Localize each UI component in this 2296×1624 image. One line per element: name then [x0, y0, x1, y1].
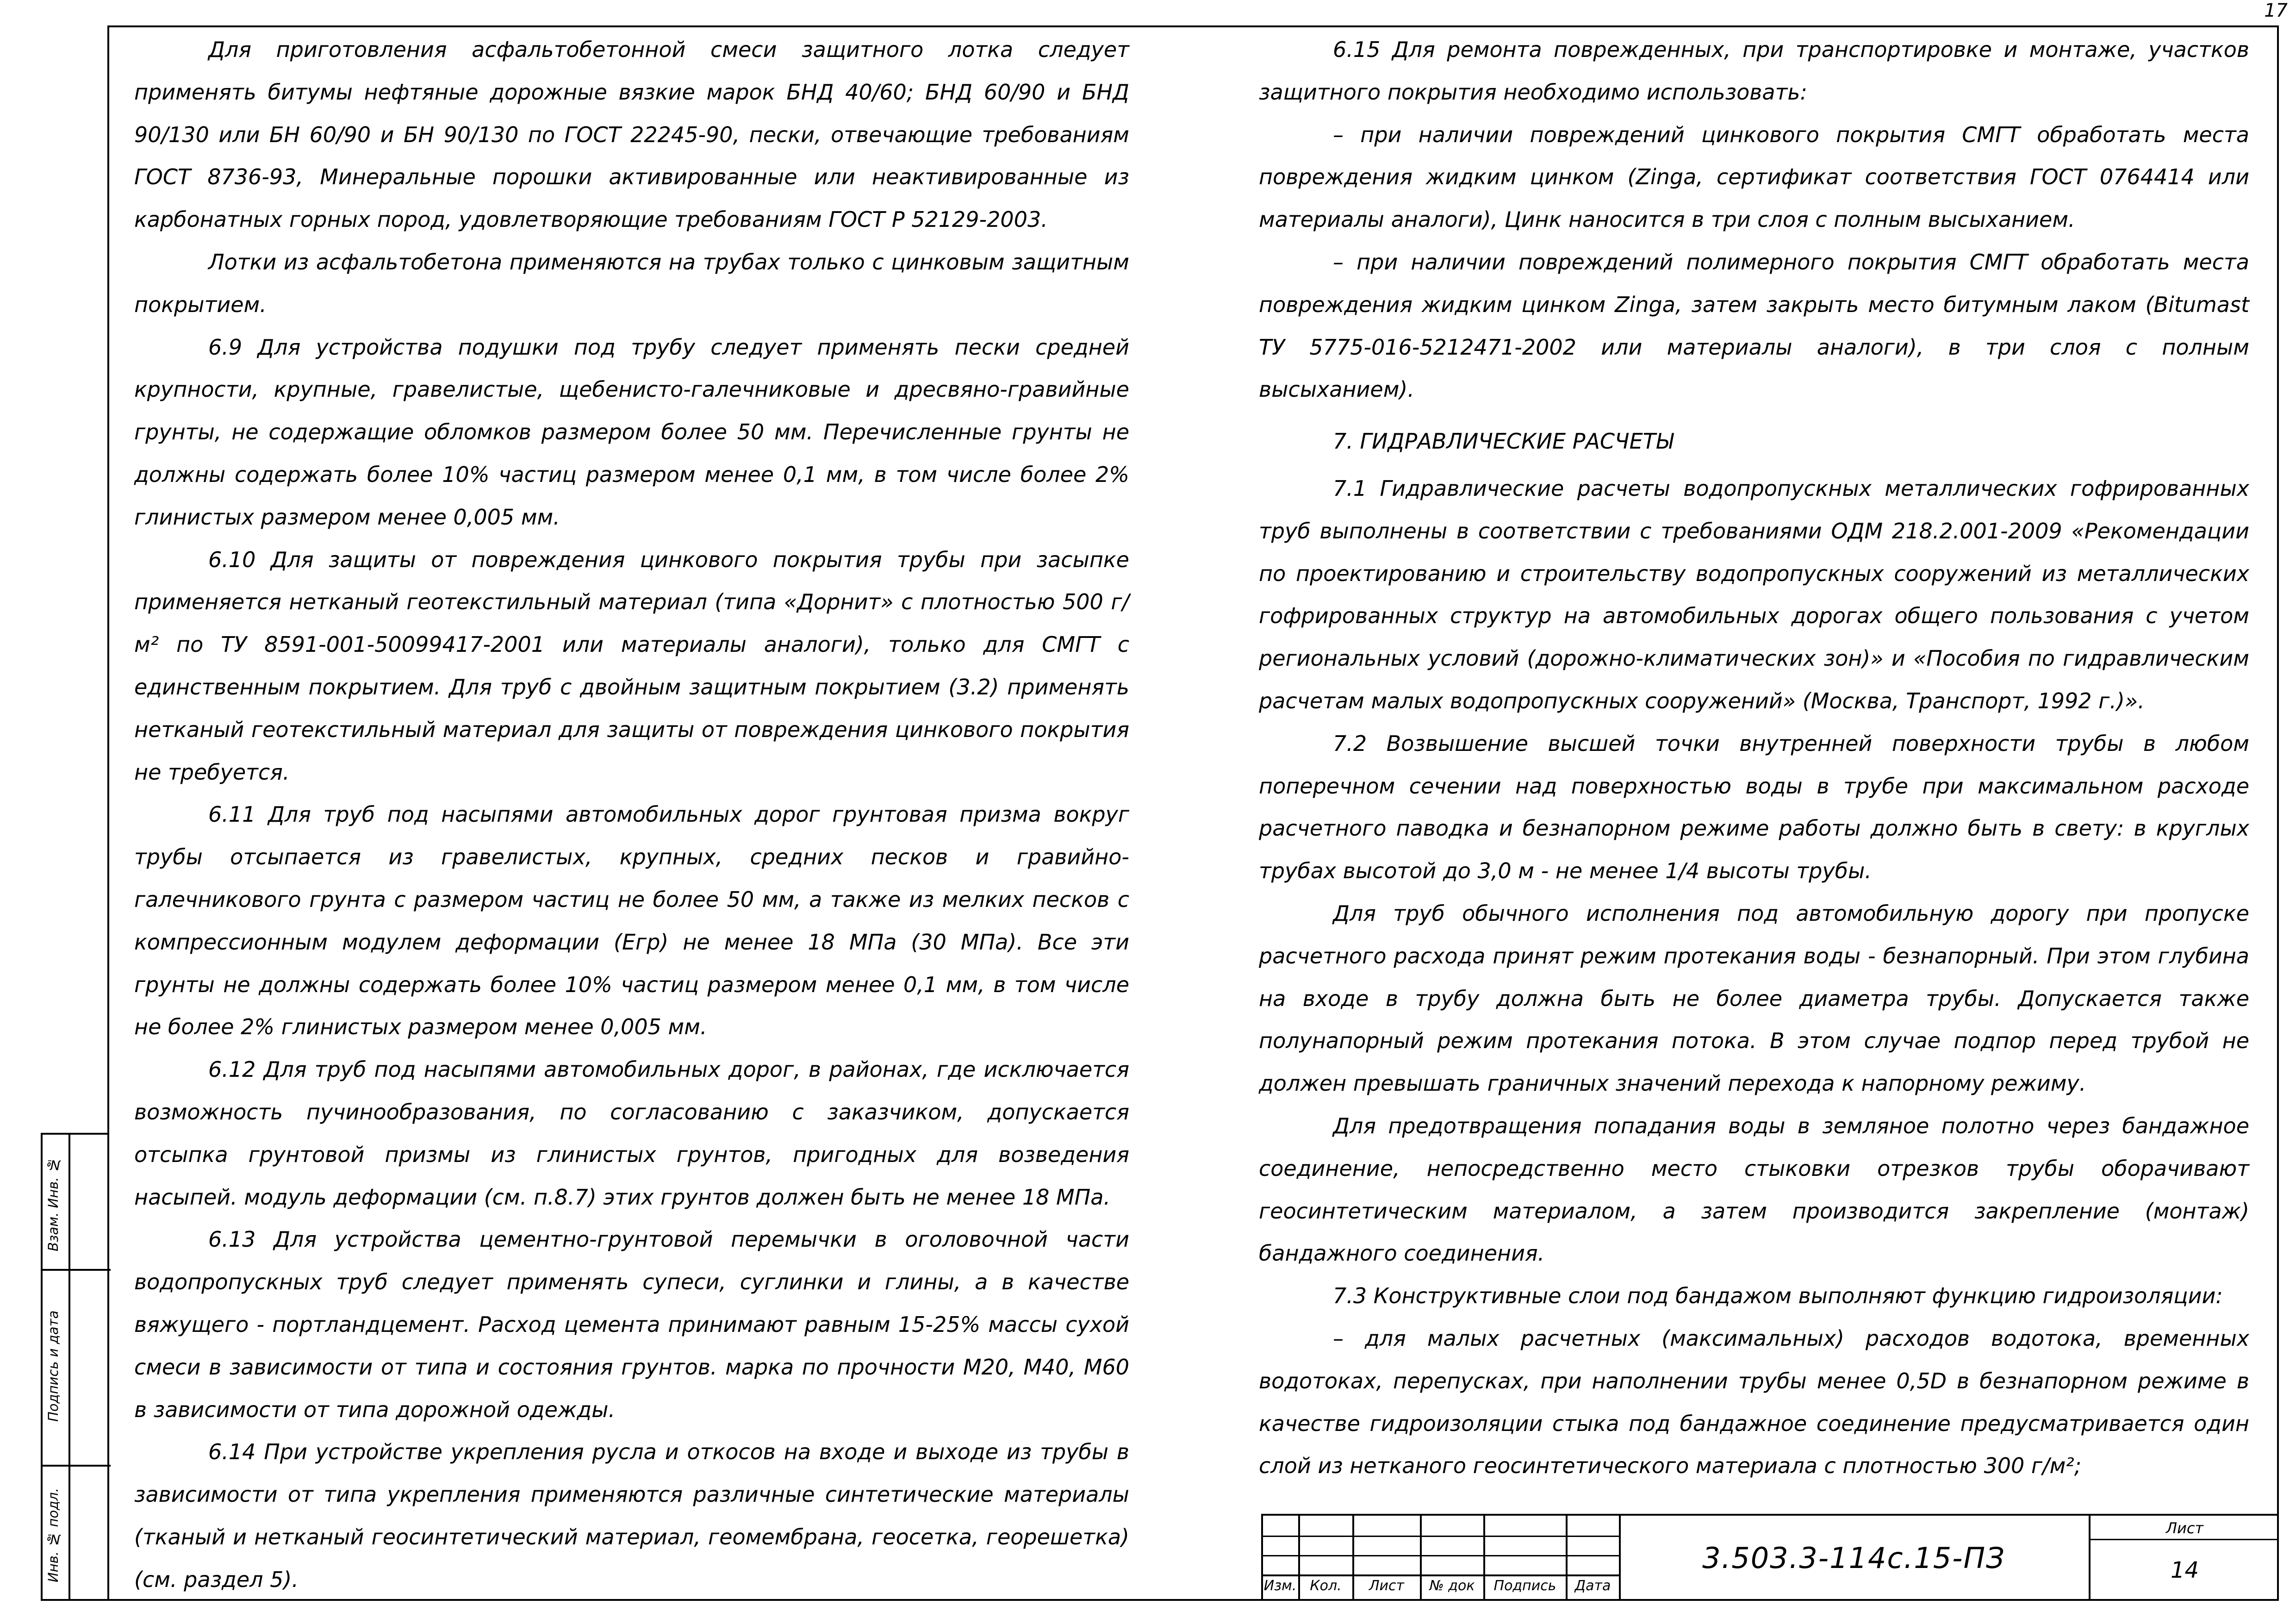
list-item: – при наличии повреждений цинкового покрытия СМГТ обработать места повреждения жидким цинком (Zinga, сертификат соответствия ГОСТ 0764414 или материалы аналоги), Цинк наносится в три слоя с полным высыханием. — [1259, 122, 2249, 232]
document-code: 3.503.3-114с.15-ПЗ — [1702, 1541, 2005, 1575]
tb-header-izm: Изм. — [1263, 1578, 1297, 1594]
tb-header-doc: № док — [1429, 1578, 1475, 1594]
paragraph: Для приготовления асфальтобетонной смеси защитного лотка следует применять битумы нефтяные дорожные вязкие марок БНД 40/60; БНД 60/90 и БНД 90/130 или БН 60/90 и БН 90/130 по ГОСТ 22245-90, пески, отвечающие требованиям ГОСТ 8736-93, Минеральные порошки активированные или неактивированные из карбонатных горных пород, удовлетворяющие требованиям ГОСТ Р 52129-2003. — [134, 37, 1129, 232]
tb-header-kol: Кол. — [1310, 1578, 1342, 1594]
tb-header-data: Дата — [1574, 1578, 1611, 1594]
right-text-column — [1259, 29, 2249, 1487]
paragraph: 6.10 Для защиты от повреждения цинкового покрытия трубы при засыпке применяется нетканый геотекстильный материал (типа «Дорнит» с плотностью 500 г/м² по ТУ 8591-001-50099417-2001 или материалы аналоги), только для СМГТ с единственным покрытием. Для труб с двойным защитным покрытием (3.2) применять нетканый геотекстильный материал для защиты от повреждения цинкового покрытия не требуется. — [134, 547, 1129, 785]
paragraph: Для труб обычного исполнения под автомобильную дорогу при пропуске расчетного расхода принят режим протекания воды - безнапорный. При этом глубина на входе в трубу должна быть не более диаметра трубы. Допускается также полунапорный режим протекания потока. В этом случае подпор перед трубой не должен превышать граничных значений перехода к напорному режиму. — [1259, 900, 2249, 1096]
stamp-podpis-data: Подпись и дата — [45, 1310, 61, 1422]
sheet-label: Лист — [2165, 1519, 2204, 1537]
sheet-number: 14 — [2170, 1557, 2199, 1583]
section-heading: 7. ГИДРАВЛИЧЕСКИЕ РАСЧЕТЫ — [1333, 429, 1674, 454]
paragraph: Лотки из асфальтобетона применяются на трубах только с цинковым защитным покрытием. — [134, 249, 1129, 317]
list-item: – для малых расчетных (максимальных) расходов водотока, временных водотоках, перепусках, при наполнении трубы менее 0,5D в безнапорном режиме в качестве гидроизоляции стыка под бандажное соединение предусматривается один слой из нетканого геосинтетического материала с плотностью 300 г/м²; — [1259, 1325, 2249, 1479]
paragraph: 6.15 Для ремонта поврежденных, при транспортировке и монтаже, участков защитного покрытия необходимо использовать: — [1259, 37, 2249, 105]
outer-page-number: 17 — [2264, 0, 2288, 21]
paragraph: 6.13 Для устройства цементно-грунтовой перемычки в оголовочной части водопропускных труб следует применять супеси, суглинки и глины, а в качестве вяжущего - портландцемент. Расход цемента принимают равным 15-25% массы сухой смеси в зависимости от типа и состояния грунтов. марка по прочности М20, М40, М60 в зависимости от типа дорожной одежды. — [134, 1227, 1129, 1422]
paragraph: 7.2 Возвышение высшей точки внутренней поверхности трубы в любом поперечном сечении над поверхностью воды в трубе при максимальном расходе расчетного паводка и безнапорном режиме работы должно быть в свету: в круглых трубах высотой до 3,0 м - не менее 1/4 высоты трубы. — [1259, 731, 2249, 884]
paragraph: 6.14 При устройстве укрепления русла и откосов на входе и выходе из трубы в зависимости от типа укрепления применяются различные синтетические материалы (тканый и нетканый геосинтетический материал, геомембрана, геосетка, георешетка) (см. раздел 5). — [134, 1439, 1129, 1592]
title-block — [1261, 1514, 2279, 1601]
paragraph: 6.11 Для труб под насыпями автомобильных дорог грунтовая призма вокруг трубы отсыпается из гравелистых, крупных, средних песков и гравийно-галечникового грунта с размером частиц не более 50 мм, а также из мелких песков с компрессионным модулем деформации (Егр) не менее 18 МПа (30 МПа). Все эти грунты не должны содержать более 10% частиц размером менее 0,1 мм, в том числе не более 2% глинистых размером менее 0,005 мм. — [134, 802, 1129, 1040]
paragraph: 6.9 Для устройства подушки под трубу следует применять пески средней крупности, крупные, гравелистые, щебенисто-галечниковые и дресвяно-гравийные грунты, не содержащие обломков размером более 50 мм. Перечисленные грунты не должны содержать более 10% частиц размером менее 0,1 мм, в том числе более 2% глинистых размером менее 0,005 мм. — [134, 334, 1129, 530]
margin-stamp — [41, 1133, 109, 1601]
stamp-vzam-inv: Взам. Инв. № — [45, 1157, 61, 1251]
tb-header-podpis: Подпись — [1493, 1578, 1556, 1594]
paragraph: Для предотвращения попадания воды в земляное полотно через бандажное соединение, непосредственно место стыковки отрезков трубы оборачивают геосинтетическим материалом, а затем производится закрепление (монтаж) бандажного соединения. — [1259, 1113, 2249, 1266]
paragraph: 7.1 Гидравлические расчеты водопропускных металлических гофрированных труб выполнены в соответствии с требованиями ОДМ 218.2.001-2009 «Рекомендации по проектированию и строительству водопропускных сооружений из металлических гофрированных структур на автомобильных дорогах общего пользования с учетом региональных условий (дорожно-климатических зон)» и «Пособия по гидравлическим расчетам малых водопропускных сооружений» (Москва, Транспорт, 1992 г.)». — [1259, 475, 2249, 713]
tb-header-list: Лист — [1369, 1578, 1405, 1594]
list-item: – при наличии повреждений полимерного покрытия СМГТ обработать места повреждения жидким цинком Zinga, затем закрыть место битумным лаком (Bitumast ТУ 5775-016-5212471-2002 или материалы аналоги), в три слоя с полным высыханием). — [1259, 249, 2249, 402]
paragraph: 6.12 Для труб под насыпями автомобильных дорог, в районах, где исключается возможность пучинообразования, по согласованию с заказчиком, допускается отсыпка грунтовой призмы из глинистых грунтов, пригодных для возведения насыпей. модуль деформации (см. п.8.7) этих грунтов должен быть не менее 18 МПа. — [134, 1057, 1129, 1210]
left-text-column — [134, 29, 1129, 1601]
paragraph: 7.3 Конструктивные слои под бандажом выполняют функцию гидроизоляции: — [1333, 1283, 2223, 1309]
stamp-inv-podl: Инв. № подл. — [45, 1488, 61, 1582]
